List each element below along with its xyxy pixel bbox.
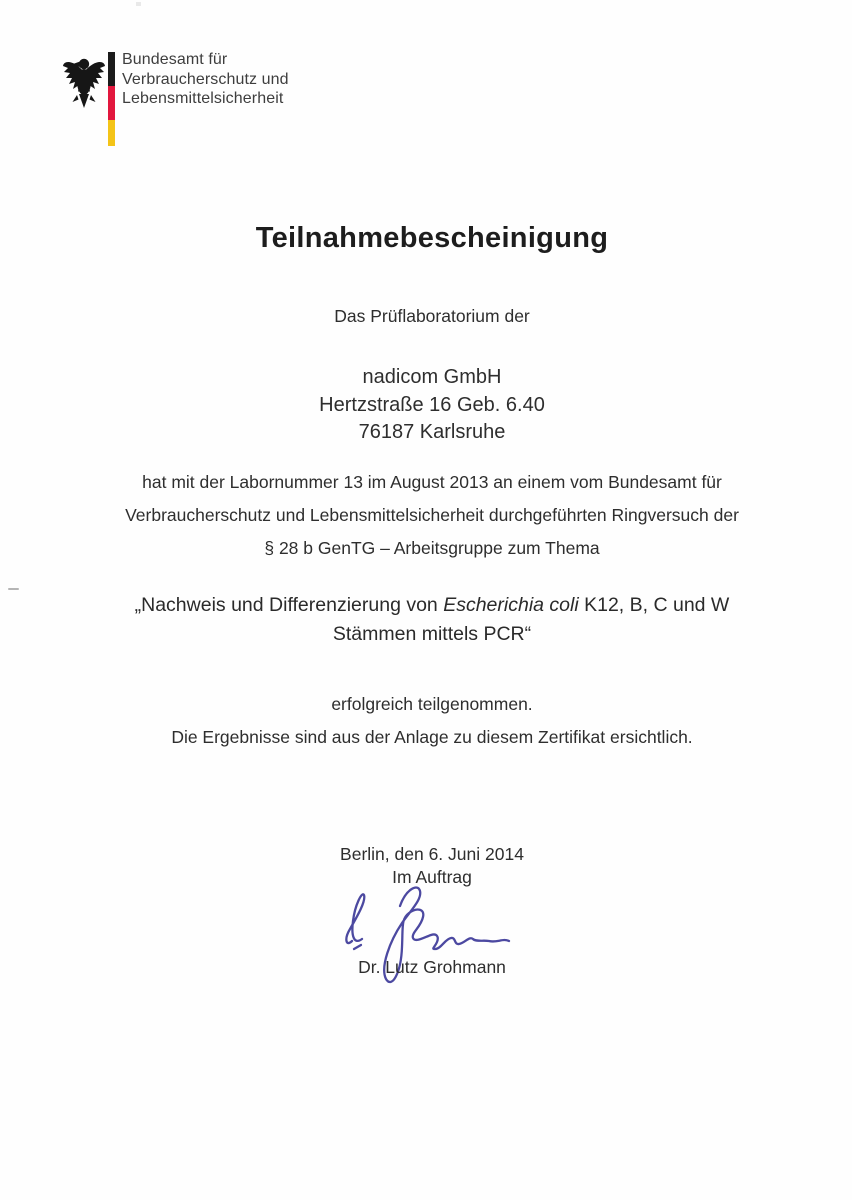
agency-logo [62,50,342,150]
body-paragraph [12,466,852,565]
agency-name-line2: Verbraucherschutz und [122,70,289,88]
recipient-street: Hertzstraße 16 Geb. 6.40 [319,393,545,416]
body-line3: § 28 b GenTG – Arbeitsgruppe zum Thema [264,538,600,558]
flagbar-gold [108,120,115,146]
subject-species-italic: Escherichia coli [443,594,579,616]
agency-name-line1: Bundesamt für [122,51,228,68]
flagbar-red [108,86,115,120]
federal-eagle-icon [62,52,106,110]
recipient-city: 76187 Karlsruhe [358,421,506,443]
scan-artifact-speck [136,2,141,6]
recipient-address [12,364,852,447]
result-line1: erfolgreich teilgenommen. [331,694,533,714]
result-statement [12,688,852,753]
subject-suffix: K12, B, C und W [578,594,730,616]
ring-trial-subject [12,591,852,648]
flagbar-black [108,52,115,86]
scan-artifact-dash [8,588,19,590]
body-line1: hat mit der Labornummer 13 im August 2013 an einem vom Bundesamt für [142,472,722,492]
recipient-name: nadicom GmbH [362,366,502,388]
subject-prefix: „Nachweis und Differenzierung von [134,594,444,616]
signer-name: Dr. Lutz Grohmann [358,957,506,977]
agency-name-line3: Lebensmittelsicherheit [122,90,284,107]
place-date: Berlin, den 6. Juni 2014 [340,844,524,864]
intro-line: Das Prüflaboratorium der [334,306,530,326]
flag-color-bar [108,52,115,146]
result-line2: Die Ergebnisse sind aus der Anlage zu diesem Zertifikat ersichtlich. [171,726,693,747]
on-behalf: Im Auftrag [392,866,472,887]
certificate-title: Teilnahmebescheinigung [255,222,609,254]
subject-line2: Stämmen mittels PCR“ [332,622,532,645]
subject-line1 [12,591,852,620]
body-line2: Verbraucherschutz und Lebensmittelsicherheit durchgeführten Ringversuch der [125,505,739,525]
agency-name [122,50,289,109]
